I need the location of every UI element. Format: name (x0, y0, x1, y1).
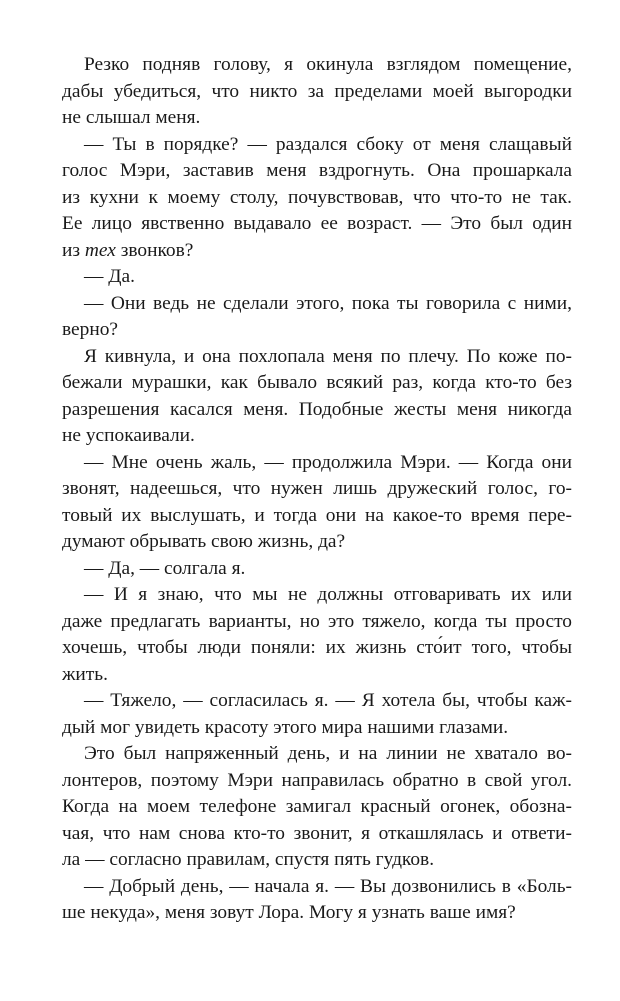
text-line: дабы убедиться, что никто за пределами моей выгородки (62, 80, 572, 102)
text-line: — Ты в порядке? — раздался сбоку от меня слащавый (84, 133, 572, 155)
paragraph (62, 688, 572, 741)
text-line: — Добрый день, — начала я. — Вы дозвонились в «Боль- (84, 875, 572, 897)
text-line: Ее лицо явственно выдавало ее возраст. — Это был один (62, 213, 572, 234)
text-line: хочешь, чтобы люди поняли: их жизнь сто́ит того, чтобы (62, 637, 572, 658)
paragraph (62, 291, 572, 344)
text-line: не слышал меня. (62, 107, 201, 128)
text-line: звонят, надеешься, что нужен лишь дружеский голос, го- (62, 478, 572, 499)
text-line: ла — согласно правилам, спустя пять гудков. (62, 849, 435, 870)
text-line: — И я знаю, что мы не должны отговаривать их или (84, 584, 572, 605)
text-line: Я кивнула, и она похлопала меня по плечу. По коже по- (84, 345, 572, 367)
text-line: Это был напряженный день, и на линии не хватало во- (84, 743, 572, 764)
paragraph (62, 874, 572, 927)
text-line: чая, что нам снова кто-то звонит, я откашлялась и ответи- (62, 822, 572, 844)
paragraph (62, 741, 572, 874)
paragraph (62, 450, 572, 556)
text-line: Резко подняв голову, я окинула взглядом помещение, (84, 54, 572, 75)
text-line: — Мне очень жаль, — продолжила Мэри. — Когда они (84, 451, 572, 473)
text-line: лонтеров, поэтому Мэри направилась обратно в свой угол. (62, 769, 572, 791)
paragraph (62, 132, 572, 265)
text-line: из кухни к моему столу, почувствовав, что что-то не так. (62, 186, 572, 208)
text-line: даже предлагать варианты, но это тяжело, когда ты просто (62, 610, 572, 632)
text-line: ше некуда», меня зовут Лора. Могу я узнать ваше имя? (62, 902, 516, 923)
text-line: думают обрывать свою жизнь, да? (62, 531, 346, 552)
text-line: бежали мурашки, как бывало всякий раз, когда кто-то без (62, 372, 572, 393)
text-line: дый мог увидеть красоту этого мира нашими глазами. (62, 716, 509, 738)
text-line: — Тяжело, — согласилась я. — Я хотела бы, чтобы каж- (84, 690, 572, 711)
text-segment: из (62, 239, 85, 261)
text-line: верно? (62, 319, 119, 340)
text-line: — Да. (84, 266, 135, 287)
text-line: жить. (62, 663, 108, 685)
paragraph (62, 556, 572, 583)
paragraph (62, 52, 572, 132)
paragraph (62, 582, 572, 688)
paragraph (62, 344, 572, 450)
text-line: не успокаивали. (62, 425, 195, 446)
text-line: товый их выслушать, и тогда они на какое-то время пере- (62, 504, 572, 526)
text-segment: звонков? (115, 239, 194, 261)
book-page (62, 52, 572, 927)
text-line: — Они ведь не сделали этого, пока ты говорила с ними, (84, 292, 572, 314)
italic-emphasis: тех (84, 239, 116, 261)
text-line (62, 238, 572, 265)
text-line: — Да, — солгала я. (84, 557, 246, 579)
paragraph (62, 264, 572, 291)
text-line: разрешения касался меня. Подобные жесты меня никогда (62, 398, 572, 420)
text-line: Когда на моем телефоне замигал красный огонек, обознa- (62, 796, 572, 817)
text-line: голос Мэри, заставив меня вздрогнуть. Она прошаркала (62, 160, 572, 181)
